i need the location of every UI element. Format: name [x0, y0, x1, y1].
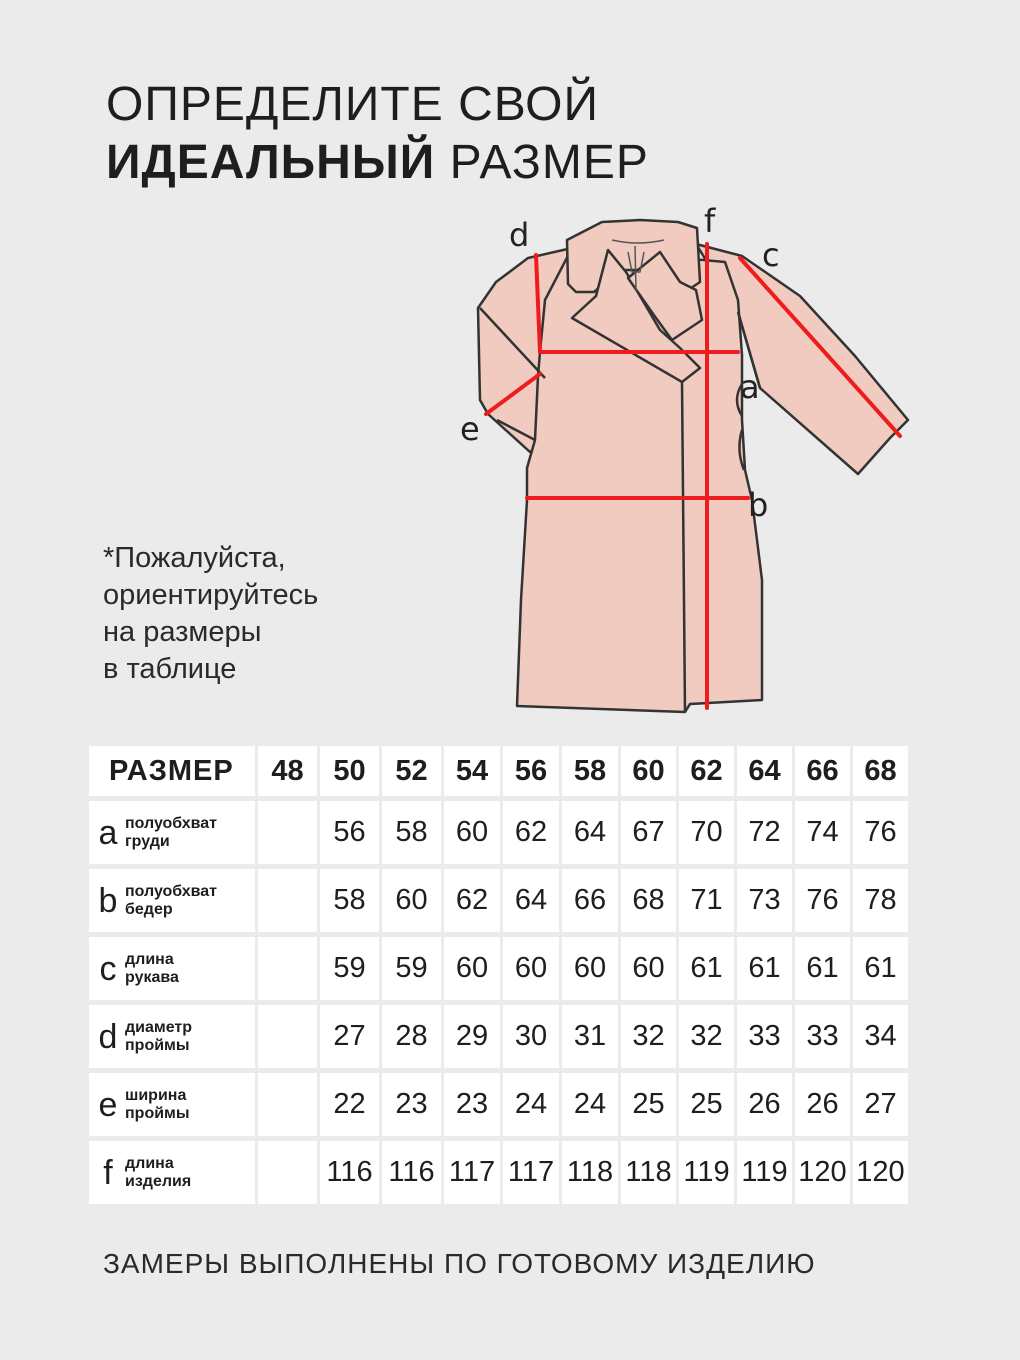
table-cell: 61	[737, 937, 792, 1000]
table-cell: 74	[795, 801, 850, 864]
measure-letter: e	[98, 1085, 118, 1124]
measure-label-wrap	[89, 1087, 255, 1123]
table-cell: 60	[382, 869, 441, 932]
header-size-label: РАЗМЕР	[89, 746, 255, 796]
measure-desc-line: полуобхват	[125, 882, 218, 900]
table-cell	[258, 1141, 317, 1204]
table-cell: 25	[621, 1073, 676, 1136]
measure-label	[89, 869, 255, 932]
table-cell: 60	[562, 937, 618, 1000]
table-cell	[258, 869, 317, 932]
table-cell: 68	[621, 869, 676, 932]
table-cell: 64	[562, 801, 618, 864]
table-cell: 60	[621, 937, 676, 1000]
table-cell: 24	[503, 1073, 559, 1136]
table-cell: 33	[737, 1005, 792, 1068]
measure-description	[125, 951, 179, 987]
table-row	[89, 1141, 908, 1204]
measure-description	[125, 1155, 191, 1191]
table-cell: 118	[562, 1141, 618, 1204]
table-cell: 120	[853, 1141, 908, 1204]
measure-letter: b	[98, 881, 118, 920]
table-cell: 58	[382, 801, 441, 864]
table-cell: 23	[382, 1073, 441, 1136]
measure-desc-line: ширина	[125, 1086, 187, 1104]
diagram-label-b: b	[748, 486, 769, 524]
measure-label	[89, 801, 255, 864]
measure-label-wrap	[89, 815, 255, 851]
table-cell: 66	[562, 869, 618, 932]
coat-illustration	[478, 220, 908, 712]
table-cell: 62	[444, 869, 500, 932]
size-table	[86, 741, 911, 1209]
table-cell: 22	[320, 1073, 379, 1136]
table-cell: 30	[503, 1005, 559, 1068]
measure-desc-line: диаметр	[125, 1018, 193, 1036]
size-header-cell: 50	[320, 746, 379, 796]
measure-desc-line: полуобхват	[125, 814, 218, 832]
table-cell: 60	[444, 801, 500, 864]
table-row	[89, 869, 908, 932]
table-cell: 60	[444, 937, 500, 1000]
size-header-cell: 66	[795, 746, 850, 796]
table-cell: 76	[795, 869, 850, 932]
note-line: ориентируйтесь	[103, 579, 319, 611]
table-cell: 61	[853, 937, 908, 1000]
diagram-label-f: f	[704, 202, 716, 240]
table-cell: 26	[795, 1073, 850, 1136]
table-row	[89, 1005, 908, 1068]
size-header-cell: 68	[853, 746, 908, 796]
note-line: *Пожалуйста,	[103, 542, 286, 574]
table-cell: 59	[382, 937, 441, 1000]
measure-letter: f	[103, 1153, 113, 1192]
table-cell: 29	[444, 1005, 500, 1068]
title-bold-word: ИДЕАЛЬНЫЙ	[106, 136, 436, 189]
measure-desc-line: изделия	[125, 1172, 192, 1190]
table-cell: 61	[795, 937, 850, 1000]
table-cell: 119	[679, 1141, 734, 1204]
note-line: в таблице	[103, 653, 237, 685]
measure-label-wrap	[89, 883, 255, 919]
measure-desc-line: груди	[125, 832, 170, 850]
table-cell: 31	[562, 1005, 618, 1068]
measure-desc-line: длина	[125, 1154, 174, 1172]
table-cell: 27	[320, 1005, 379, 1068]
table-row	[89, 1073, 908, 1136]
diagram-label-d: d	[509, 216, 530, 254]
table-cell: 28	[382, 1005, 441, 1068]
table-cell: 78	[853, 869, 908, 932]
note-line: на размеры	[103, 616, 262, 648]
size-header-cell: 58	[562, 746, 618, 796]
table-cell	[258, 1073, 317, 1136]
table-cell: 117	[444, 1141, 500, 1204]
measure-letter: d	[98, 1017, 118, 1056]
table-cell	[258, 1005, 317, 1068]
table-cell: 67	[621, 801, 676, 864]
table-cell: 64	[503, 869, 559, 932]
measure-desc-line: проймы	[125, 1036, 190, 1054]
table-cell: 76	[853, 801, 908, 864]
size-header-cell: 52	[382, 746, 441, 796]
table-cell	[258, 937, 317, 1000]
table-header-row	[89, 746, 908, 796]
measure-desc-line: бедер	[125, 900, 173, 918]
diagram-label-c: c	[762, 236, 780, 274]
size-header-cell: 48	[258, 746, 317, 796]
table-row	[89, 937, 908, 1000]
table-cell: 24	[562, 1073, 618, 1136]
table-body	[89, 746, 908, 1204]
table-cell: 120	[795, 1141, 850, 1204]
size-header-cell: 54	[444, 746, 500, 796]
size-header-cell: 60	[621, 746, 676, 796]
table-cell: 62	[503, 801, 559, 864]
table-cell: 25	[679, 1073, 734, 1136]
measure-letter: a	[98, 813, 118, 852]
table-cell: 33	[795, 1005, 850, 1068]
size-header-cell: 56	[503, 746, 559, 796]
measure-description	[125, 1019, 192, 1055]
measure-label	[89, 1005, 255, 1068]
measure-description	[125, 1087, 190, 1123]
measure-desc-line: проймы	[125, 1104, 190, 1122]
table-cell: 71	[679, 869, 734, 932]
table-cell: 72	[737, 801, 792, 864]
table-cell: 58	[320, 869, 379, 932]
table-cell: 116	[382, 1141, 441, 1204]
diagram-label-e: e	[460, 410, 480, 448]
measure-desc-line: длина	[125, 950, 174, 968]
measure-label	[89, 1141, 255, 1204]
measure-label	[89, 937, 255, 1000]
size-header-cell: 62	[679, 746, 734, 796]
size-header-cell: 64	[737, 746, 792, 796]
table-cell: 26	[737, 1073, 792, 1136]
table-cell: 119	[737, 1141, 792, 1204]
table-cell: 27	[853, 1073, 908, 1136]
table-cell: 32	[621, 1005, 676, 1068]
table-cell: 116	[320, 1141, 379, 1204]
measure-letter: c	[99, 949, 117, 988]
measure-label-wrap	[89, 1155, 255, 1191]
table-cell: 34	[853, 1005, 908, 1068]
table-cell: 59	[320, 937, 379, 1000]
table-cell: 32	[679, 1005, 734, 1068]
table-cell: 118	[621, 1141, 676, 1204]
table-cell: 117	[503, 1141, 559, 1204]
table-cell: 61	[679, 937, 734, 1000]
table-cell	[258, 801, 317, 864]
title-line-1: ОПРЕДЕЛИТЕ СВОЙ	[106, 78, 599, 131]
table-cell: 23	[444, 1073, 500, 1136]
table-cell: 56	[320, 801, 379, 864]
measure-description	[125, 883, 217, 919]
measure-description	[125, 815, 217, 851]
measure-label	[89, 1073, 255, 1136]
diagram-label-a: a	[740, 368, 760, 406]
table-cell: 70	[679, 801, 734, 864]
table-cell: 60	[503, 937, 559, 1000]
title-line-2-rest: РАЗМЕР	[435, 136, 649, 189]
footer-note: ЗАМЕРЫ ВЫПОЛНЕНЫ ПО ГОТОВОМУ ИЗДЕЛИЮ	[103, 1248, 816, 1279]
table-cell: 73	[737, 869, 792, 932]
measure-label-wrap	[89, 1019, 255, 1055]
measure-label-wrap	[89, 951, 255, 987]
measure-desc-line: рукава	[125, 968, 179, 986]
table-row	[89, 801, 908, 864]
